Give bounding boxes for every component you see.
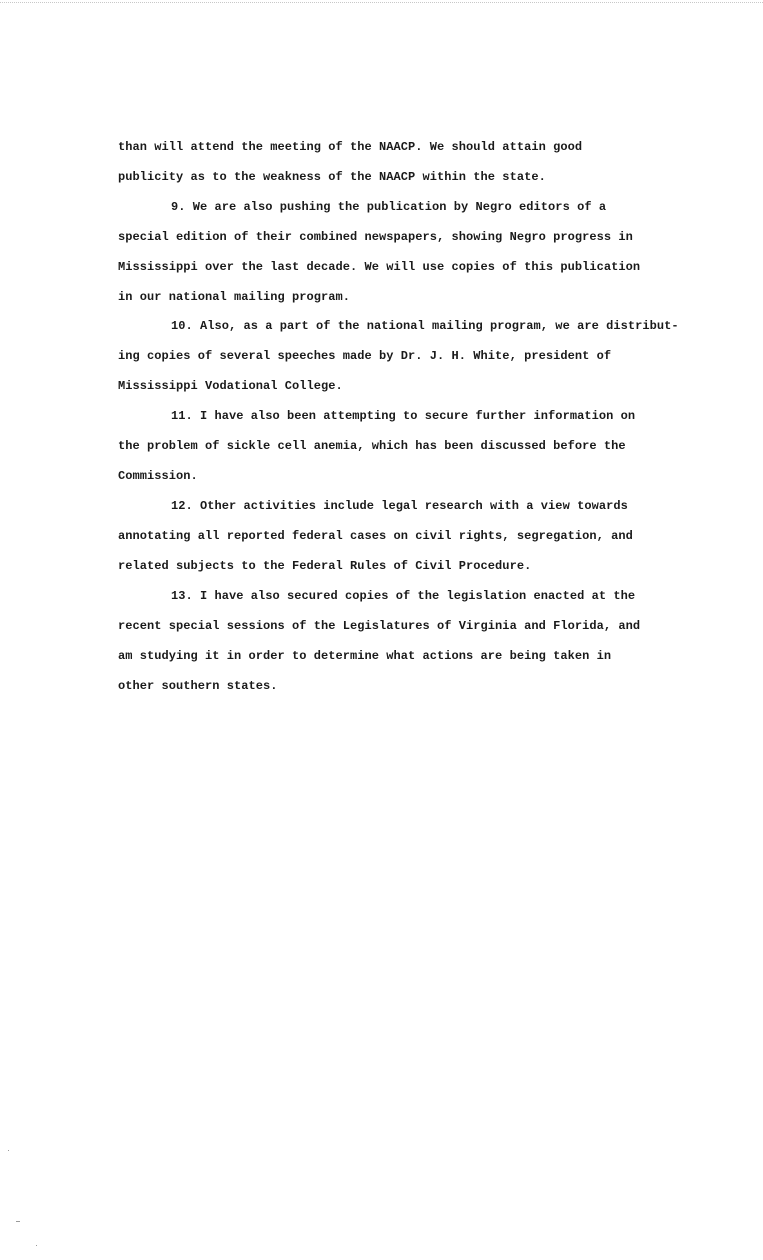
paragraph-11-start: 11. I have also been attempting to secure further information on bbox=[171, 409, 636, 423]
text-line: Mississippi over the last decade. We will use copies of this publication bbox=[118, 260, 641, 274]
text-line: recent special sessions of the Legislatures of Virginia and Florida, and bbox=[118, 619, 641, 633]
scan-speck bbox=[16, 1221, 20, 1222]
top-edge-rule bbox=[0, 2, 763, 3]
text-line: annotating all reported federal cases on civil rights, segregation, and bbox=[118, 529, 633, 543]
text-line: related subjects to the Federal Rules of Civil Procedure. bbox=[118, 559, 532, 573]
text-line: am studying it in order to determine what actions are being taken in bbox=[118, 649, 612, 663]
text-line: Commission. bbox=[118, 469, 198, 483]
paragraph-13-start: 13. I have also secured copies of the legislation enacted at the bbox=[171, 589, 636, 603]
text-line: Mississippi Vodational College. bbox=[118, 379, 343, 393]
text-line: ing copies of several speeches made by Dr. J. H. White, president of bbox=[118, 349, 612, 363]
text-line: in our national mailing program. bbox=[118, 290, 351, 304]
text-line: special edition of their combined newspapers, showing Negro progress in bbox=[118, 230, 633, 244]
paragraph-9-start: 9. We are also pushing the publication by Negro editors of a bbox=[171, 200, 607, 214]
text-line: other southern states. bbox=[118, 679, 278, 693]
text-line: publicity as to the weakness of the NAACP within the state. bbox=[118, 170, 546, 184]
text-line: the problem of sickle cell anemia, which has been discussed before the bbox=[118, 439, 626, 453]
scan-speck bbox=[8, 1150, 9, 1151]
scan-speck bbox=[36, 1245, 37, 1246]
paragraph-10-start: 10. Also, as a part of the national mailing program, we are distribut- bbox=[171, 319, 679, 333]
paragraph-12-start: 12. Other activities include legal research with a view towards bbox=[171, 499, 628, 513]
text-line: than will attend the meeting of the NAACP. We should attain good bbox=[118, 140, 583, 154]
